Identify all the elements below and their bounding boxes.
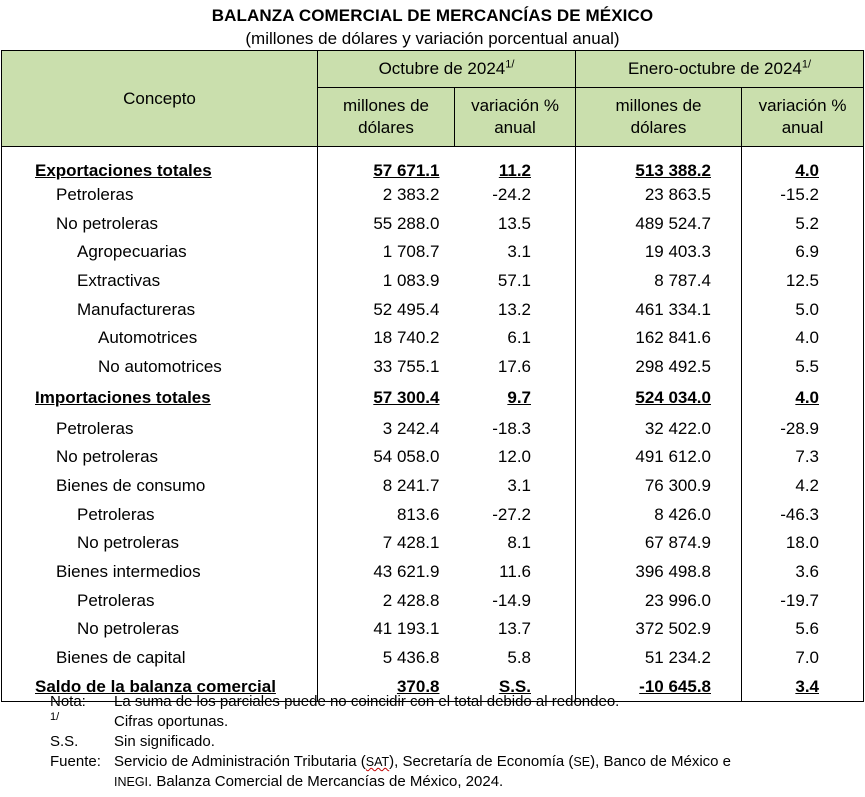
footnotes: [50, 692, 824, 792]
table-row: [2, 267, 864, 296]
cell-ytd-value: [576, 238, 742, 267]
row-label: [2, 381, 318, 414]
cell-oct-value: [318, 586, 455, 615]
row-label-text: Exportaciones totales: [35, 160, 212, 180]
cell-ytd-variation-text: 3.6: [795, 562, 819, 582]
cell-oct-variation: [455, 381, 576, 414]
note-row: [50, 732, 824, 752]
row-label: [2, 644, 318, 673]
header-var-col: variación % anual: [742, 88, 864, 147]
table-row: [2, 209, 864, 238]
row-label-text: No petroleras: [56, 213, 159, 233]
source-part: Servicio de Administración Tributaria (: [114, 753, 366, 770]
cell-oct-variation-text: 3.1: [507, 242, 531, 262]
cell-oct-variation-text: -27.2: [492, 504, 531, 524]
header-value-col: millones de dólares: [318, 88, 455, 147]
cell-ytd-variation-text: 7.0: [795, 648, 819, 668]
table-row: [2, 500, 864, 529]
cell-ytd-value-text: 513 388.2: [635, 160, 711, 180]
cell-ytd-value-text: 23 996.0: [644, 590, 711, 610]
cell-oct-variation: [455, 644, 576, 673]
cell-ytd-value-text: 32 422.0: [644, 418, 711, 438]
cell-oct-variation: [455, 324, 576, 353]
cell-ytd-value: [576, 500, 742, 529]
table-row: [2, 353, 864, 382]
cell-oct-value-text: 52 495.4: [373, 299, 440, 319]
cell-oct-value-text: 3 242.4: [382, 418, 440, 438]
cell-oct-variation-text: 13.5: [497, 213, 531, 233]
cell-ytd-variation-text: 3.4: [795, 676, 819, 696]
cell-oct-value-text: 2 428.8: [382, 590, 440, 610]
header-period-jan-oct: [576, 51, 864, 88]
table-row: [2, 414, 864, 443]
cell-ytd-variation: [742, 267, 864, 296]
cell-oct-value-text: 8 241.7: [382, 476, 440, 496]
trade-balance-table: [1, 50, 864, 702]
row-label-text: No petroleras: [77, 533, 180, 553]
header-period-jan-oct-label: Enero-octubre de 2024: [627, 59, 802, 78]
cell-ytd-variation-text: 7.3: [795, 447, 819, 467]
cell-oct-variation: [455, 353, 576, 382]
header-value-col: millones de dólares: [576, 88, 742, 147]
cell-oct-value-text: 54 058.0: [373, 447, 440, 467]
cell-ytd-variation-text: -46.3: [780, 504, 819, 524]
row-label-text: Saldo de la balanza comercial: [35, 676, 276, 696]
row-label: [2, 615, 318, 644]
table-row: [2, 443, 864, 472]
row-label: [2, 443, 318, 472]
cell-oct-variation-text: 13.7: [497, 619, 531, 639]
footnote-mark: 1/: [505, 58, 515, 71]
cell-oct-variation-text: 11.6: [499, 562, 531, 582]
cell-ytd-variation: [742, 295, 864, 324]
cell-ytd-variation: [742, 414, 864, 443]
cell-ytd-value: [576, 414, 742, 443]
cell-oct-value: [318, 644, 455, 673]
cell-oct-variation-text: 13.2: [497, 299, 531, 319]
cell-oct-variation-text: 12.0: [497, 447, 531, 467]
source-text: [114, 752, 824, 792]
cell-ytd-variation: [742, 558, 864, 587]
row-label: [2, 353, 318, 382]
cell-ytd-value-text: 461 334.1: [635, 299, 711, 319]
cell-oct-variation: [455, 147, 576, 181]
note-key: Fuente:: [50, 753, 101, 770]
header-period-october: [318, 51, 576, 88]
cell-ytd-variation-text: 5.5: [795, 356, 819, 376]
row-label-text: Bienes de consumo: [56, 476, 206, 496]
cell-oct-variation: [455, 414, 576, 443]
table-row: [2, 381, 864, 414]
cell-ytd-value-text: 396 498.8: [635, 562, 711, 582]
cell-oct-value: [318, 324, 455, 353]
header-concept: Concepto: [2, 51, 318, 147]
row-label-text: No petroleras: [56, 447, 159, 467]
cell-ytd-variation: [742, 500, 864, 529]
cell-ytd-value: [576, 586, 742, 615]
cell-oct-value-text: 57 671.1: [373, 160, 440, 180]
cell-ytd-variation: [742, 615, 864, 644]
row-label: [2, 238, 318, 267]
cell-ytd-value: [576, 644, 742, 673]
cell-oct-variation-text: S.S.: [498, 676, 531, 696]
cell-ytd-value: [576, 443, 742, 472]
cell-oct-variation: [455, 443, 576, 472]
cell-oct-variation: [455, 238, 576, 267]
footnote-mark: 1/: [50, 711, 60, 723]
cell-oct-variation-text: 57.1: [497, 270, 531, 290]
source-part: ), Banco de México e: [590, 753, 732, 770]
cell-ytd-value-text: 51 234.2: [644, 648, 711, 668]
cell-oct-variation: [455, 558, 576, 587]
cell-oct-variation-text: -24.2: [492, 184, 531, 204]
cell-ytd-variation-text: 5.2: [795, 213, 819, 233]
row-label-text: Manufactureras: [77, 299, 196, 319]
cell-ytd-variation: [742, 353, 864, 382]
note-row: [50, 752, 824, 792]
cell-oct-value-text: 370.8: [396, 676, 440, 696]
cell-ytd-variation-text: 4.2: [795, 476, 819, 496]
cell-oct-variation-text: 3.1: [507, 476, 531, 496]
cell-ytd-value-text: 524 034.0: [635, 387, 711, 407]
cell-oct-value-text: 5 436.8: [382, 648, 440, 668]
row-label-text: Agropecuarias: [77, 242, 187, 262]
source-abbrev-se: SE: [573, 755, 591, 769]
cell-oct-variation: [455, 529, 576, 558]
cell-ytd-variation: [742, 529, 864, 558]
cell-ytd-variation-text: -15.2: [780, 184, 819, 204]
cell-oct-value: [318, 472, 455, 501]
cell-oct-variation: [455, 586, 576, 615]
cell-ytd-variation: [742, 324, 864, 353]
source-abbrev-sat: SAT: [365, 755, 390, 769]
row-label-text: Bienes de capital: [56, 648, 186, 668]
cell-ytd-value: [576, 472, 742, 501]
cell-oct-variation-text: 11.2: [498, 160, 531, 180]
row-label: [2, 267, 318, 296]
row-label-text: Automotrices: [98, 328, 198, 348]
row-label-text: Extractivas: [77, 270, 161, 290]
cell-ytd-variation: [742, 586, 864, 615]
footnote-mark: 1/: [801, 58, 812, 71]
note-row: [50, 712, 824, 732]
cell-ytd-value-text: 162 841.6: [635, 328, 711, 348]
cell-oct-variation: [455, 181, 576, 210]
row-label: [2, 181, 318, 210]
row-label-text: No petroleras: [77, 619, 180, 639]
cell-oct-variation-text: 6.1: [507, 328, 531, 348]
table-row: [2, 147, 864, 181]
cell-ytd-variation: [742, 181, 864, 210]
cell-oct-value-text: 7 428.1: [382, 533, 440, 553]
cell-ytd-variation-text: 4.0: [795, 387, 819, 407]
cell-oct-variation-text: 8.1: [507, 533, 531, 553]
row-label: [2, 586, 318, 615]
cell-oct-variation: [455, 295, 576, 324]
cell-ytd-value: [576, 381, 742, 414]
source-abbrev-inegi: INEGI: [114, 775, 149, 789]
cell-ytd-value-text: 298 492.5: [635, 356, 711, 376]
row-label: [2, 324, 318, 353]
header-period-october-label: Octubre de 2024: [378, 59, 506, 78]
cell-oct-value-text: 18 740.2: [373, 328, 440, 348]
cell-ytd-value: [576, 324, 742, 353]
cell-oct-variation-text: 17.6: [497, 356, 531, 376]
row-label: [2, 209, 318, 238]
table-row: [2, 558, 864, 587]
table-row: [2, 615, 864, 644]
cell-oct-value: [318, 209, 455, 238]
cell-oct-value: [318, 295, 455, 324]
note-key: Nota:: [50, 693, 86, 710]
cell-ytd-variation-text: -19.7: [780, 590, 819, 610]
cell-oct-value: [318, 267, 455, 296]
cell-oct-value: [318, 381, 455, 414]
table-body: [2, 147, 864, 702]
cell-oct-value-text: 57 300.4: [373, 387, 440, 407]
cell-ytd-value-text: 372 502.9: [635, 619, 711, 639]
cell-oct-variation-text: -14.9: [492, 590, 531, 610]
source-part: . Balanza Comercial de Mercancías de México, 2024.: [148, 773, 504, 790]
cell-oct-value: [318, 558, 455, 587]
table-row: [2, 238, 864, 267]
cell-ytd-variation: [742, 147, 864, 181]
cell-oct-variation: [455, 472, 576, 501]
row-label: [2, 295, 318, 324]
cell-ytd-value: [576, 181, 742, 210]
cell-ytd-variation-text: 12.5: [785, 270, 819, 290]
cell-oct-value: [318, 500, 455, 529]
cell-ytd-variation-text: 4.0: [795, 160, 819, 180]
cell-oct-variation: [455, 500, 576, 529]
table-row: [2, 644, 864, 673]
cell-oct-value: [318, 615, 455, 644]
cell-ytd-variation-text: 5.0: [795, 299, 819, 319]
cell-ytd-variation-text: 6.9: [795, 242, 819, 262]
cell-oct-value: [318, 529, 455, 558]
note-key: S.S.: [50, 733, 79, 750]
cell-ytd-variation-text: 18.0: [785, 533, 819, 553]
cell-ytd-value-text: 19 403.3: [644, 242, 711, 262]
row-label-text: No automotrices: [98, 356, 222, 376]
cell-oct-value: [318, 414, 455, 443]
cell-ytd-variation-text: 4.0: [795, 328, 819, 348]
cell-ytd-variation: [742, 238, 864, 267]
note-text: Sin significado.: [114, 733, 215, 750]
cell-ytd-value: [576, 615, 742, 644]
row-label-text: Petroleras: [77, 504, 155, 524]
cell-ytd-value-text: 67 874.9: [644, 533, 711, 553]
cell-oct-variation-text: -18.3: [492, 418, 531, 438]
cell-ytd-value-text: 23 863.5: [644, 184, 711, 204]
table-row: [2, 295, 864, 324]
cell-oct-value-text: 43 621.9: [373, 562, 440, 582]
row-label: [2, 472, 318, 501]
cell-ytd-value: [576, 353, 742, 382]
cell-oct-value-text: 33 755.1: [373, 356, 440, 376]
cell-oct-variation: [455, 615, 576, 644]
row-label: [2, 558, 318, 587]
cell-ytd-variation-text: 5.6: [795, 619, 819, 639]
row-label: [2, 147, 318, 181]
cell-oct-value-text: 41 193.1: [373, 619, 440, 639]
row-label-text: Petroleras: [56, 184, 134, 204]
table-row: [2, 529, 864, 558]
cell-ytd-value-text: 8 787.4: [654, 270, 711, 290]
cell-oct-variation: [455, 267, 576, 296]
cell-oct-value-text: 1 708.7: [382, 242, 440, 262]
note-key: [50, 712, 114, 732]
table-row: [2, 324, 864, 353]
cell-ytd-value-text: 76 300.9: [644, 476, 711, 496]
cell-oct-value-text: 55 288.0: [373, 213, 440, 233]
row-label-text: Petroleras: [56, 418, 134, 438]
cell-oct-value: [318, 181, 455, 210]
cell-oct-value: [318, 353, 455, 382]
cell-ytd-value-text: -10 645.8: [639, 676, 711, 696]
cell-ytd-value-text: 491 612.0: [635, 447, 711, 467]
cell-ytd-variation: [742, 644, 864, 673]
row-label-text: Importaciones totales: [35, 387, 211, 407]
cell-ytd-variation: [742, 472, 864, 501]
cell-oct-variation: [455, 209, 576, 238]
note-text: La suma de los parciales puede no coincidir con el total debido al redondeo.: [114, 693, 620, 710]
cell-oct-value-text: 2 383.2: [382, 184, 440, 204]
row-label-text: Bienes intermedios: [56, 562, 201, 582]
cell-ytd-value-text: 489 524.7: [635, 213, 711, 233]
cell-oct-variation-text: 5.8: [507, 648, 531, 668]
cell-oct-value: [318, 147, 455, 181]
row-label: [2, 529, 318, 558]
row-label: [2, 500, 318, 529]
header-var-col: variación % anual: [455, 88, 576, 147]
cell-ytd-value-text: 8 426.0: [654, 504, 711, 524]
cell-oct-value-text: 1 083.9: [382, 270, 440, 290]
document-title: BALANZA COMERCIAL DE MERCANCÍAS DE MÉXICO: [211, 6, 654, 25]
cell-oct-value-text: 813.6: [396, 504, 440, 524]
table-row: [2, 472, 864, 501]
cell-ytd-variation: [742, 209, 864, 238]
cell-ytd-value: [576, 267, 742, 296]
source-part: ), Secretaría de Economía (: [389, 753, 574, 770]
table-row: [2, 181, 864, 210]
row-label: [2, 414, 318, 443]
cell-ytd-variation: [742, 443, 864, 472]
cell-ytd-value: [576, 147, 742, 181]
cell-ytd-value: [576, 209, 742, 238]
document-subtitle: (millones de dólares y variación porcentual anual): [245, 29, 620, 48]
cell-ytd-value: [576, 295, 742, 324]
cell-oct-value: [318, 443, 455, 472]
cell-ytd-value: [576, 529, 742, 558]
table-row: [2, 586, 864, 615]
cell-oct-value: [318, 238, 455, 267]
cell-oct-variation-text: 9.7: [507, 387, 531, 407]
note-text: Cifras oportunas.: [114, 713, 229, 730]
cell-ytd-variation: [742, 381, 864, 414]
cell-ytd-variation-text: -28.9: [780, 418, 819, 438]
cell-ytd-value: [576, 558, 742, 587]
row-label-text: Petroleras: [77, 590, 155, 610]
note-row: [50, 692, 824, 712]
